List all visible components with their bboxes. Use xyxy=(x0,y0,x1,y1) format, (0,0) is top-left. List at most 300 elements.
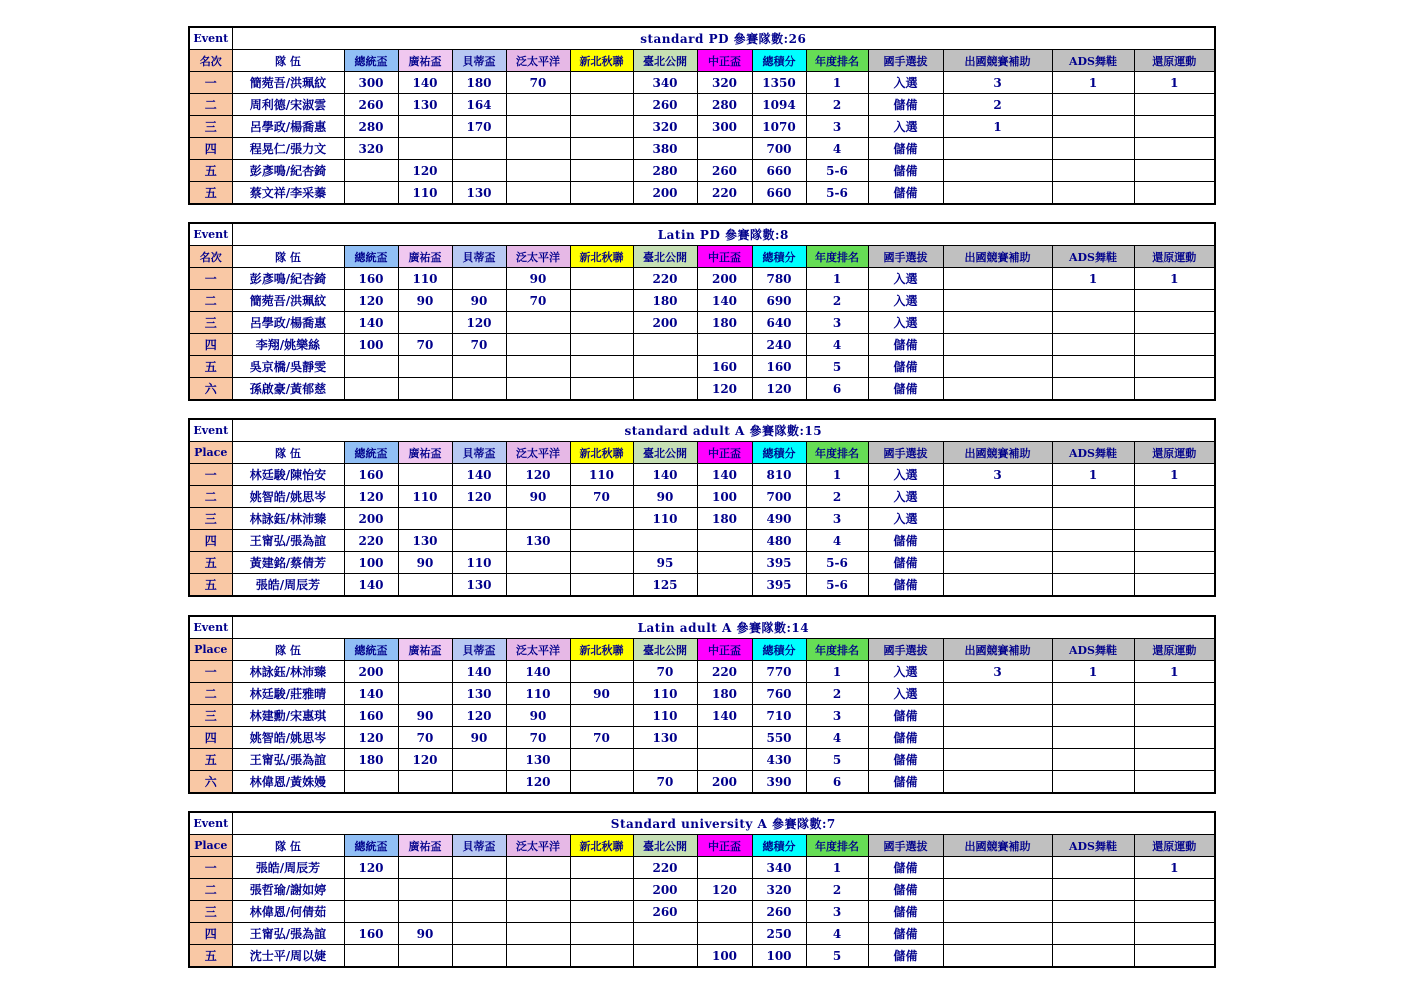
table-cell: 入選 xyxy=(868,464,943,486)
column-header: 隊 伍 xyxy=(232,639,344,661)
table-cell xyxy=(1134,138,1215,160)
place-cell: 一 xyxy=(189,857,232,879)
table-cell: 300 xyxy=(697,116,752,138)
table-cell: 164 xyxy=(452,94,506,116)
table-cell xyxy=(398,574,452,597)
table-cell: 3 xyxy=(943,72,1052,94)
table-cell: 儲備 xyxy=(868,530,943,552)
team-cell: 呂學政/楊喬惠 xyxy=(232,312,344,334)
column-header: 中正盃 xyxy=(697,835,752,857)
table-cell xyxy=(943,945,1052,968)
column-header: 廣祐盃 xyxy=(398,442,452,464)
table-cell: 320 xyxy=(633,116,697,138)
table-row xyxy=(189,945,1215,968)
table-cell: 6 xyxy=(806,378,868,401)
table-row xyxy=(189,160,1215,182)
table-row xyxy=(189,182,1215,205)
table-cell: 1 xyxy=(1052,268,1134,290)
table-cell xyxy=(633,356,697,378)
table-cell: 100 xyxy=(697,945,752,968)
table-cell: 180 xyxy=(697,683,752,705)
table-cell xyxy=(1134,378,1215,401)
place-cell: 五 xyxy=(189,945,232,968)
table-cell: 480 xyxy=(752,530,806,552)
table-cell: 入選 xyxy=(868,116,943,138)
table-cell: 入選 xyxy=(868,508,943,530)
table-cell xyxy=(570,312,633,334)
table-cell xyxy=(570,508,633,530)
table-cell xyxy=(1052,552,1134,574)
place-cell: 三 xyxy=(189,705,232,727)
table-cell xyxy=(506,857,570,879)
table-cell: 儲備 xyxy=(868,378,943,401)
table-cell xyxy=(452,879,506,901)
table-cell xyxy=(452,749,506,771)
table-cell xyxy=(1052,334,1134,356)
place-cell: 三 xyxy=(189,901,232,923)
team-cell: 周利德/宋淑雲 xyxy=(232,94,344,116)
table-cell xyxy=(1134,923,1215,945)
table-cell xyxy=(344,356,398,378)
column-header: 還原運動 xyxy=(1134,835,1215,857)
table-cell xyxy=(506,160,570,182)
table-cell xyxy=(1052,356,1134,378)
table-cell: 3 xyxy=(806,508,868,530)
table-cell: 140 xyxy=(697,464,752,486)
table-cell xyxy=(943,771,1052,794)
table-cell: 70 xyxy=(570,727,633,749)
table-cell xyxy=(506,138,570,160)
table-cell: 入選 xyxy=(868,72,943,94)
table-cell: 340 xyxy=(752,857,806,879)
table-cell xyxy=(398,945,452,968)
column-header: 年度排名 xyxy=(806,639,868,661)
table-cell: 儲備 xyxy=(868,574,943,597)
table-cell xyxy=(1052,138,1134,160)
table-row xyxy=(189,268,1215,290)
table-cell: 3 xyxy=(806,312,868,334)
table-cell: 3 xyxy=(806,116,868,138)
table-cell: 儲備 xyxy=(868,356,943,378)
table-cell: 280 xyxy=(344,116,398,138)
table-cell xyxy=(1134,945,1215,968)
table-cell: 1 xyxy=(806,464,868,486)
table-cell: 240 xyxy=(752,334,806,356)
table-cell xyxy=(1052,727,1134,749)
table-cell: 130 xyxy=(506,749,570,771)
column-header: 新北秋聯 xyxy=(570,442,633,464)
table-cell xyxy=(943,486,1052,508)
place-cell: 二 xyxy=(189,683,232,705)
table-cell: 儲備 xyxy=(868,945,943,968)
table-cell: 100 xyxy=(344,552,398,574)
column-header: 還原運動 xyxy=(1134,639,1215,661)
table-cell: 90 xyxy=(452,727,506,749)
table-cell xyxy=(452,378,506,401)
table-cell: 1070 xyxy=(752,116,806,138)
table-cell: 140 xyxy=(506,661,570,683)
table-cell: 140 xyxy=(398,72,452,94)
table-cell: 1 xyxy=(806,857,868,879)
table-cell xyxy=(344,945,398,968)
event-title-row xyxy=(189,223,1215,246)
table-cell: 160 xyxy=(344,268,398,290)
table-cell xyxy=(570,94,633,116)
event-label: Event xyxy=(189,223,232,246)
table-cell xyxy=(943,923,1052,945)
table-row xyxy=(189,334,1215,356)
table-cell xyxy=(506,94,570,116)
column-header: 隊 伍 xyxy=(232,442,344,464)
table-cell: 120 xyxy=(506,771,570,794)
table-cell: 入選 xyxy=(868,486,943,508)
event-title-row xyxy=(189,27,1215,50)
table-cell: 395 xyxy=(752,574,806,597)
table-cell: 儲備 xyxy=(868,923,943,945)
table-cell xyxy=(697,727,752,749)
table-cell xyxy=(1134,312,1215,334)
table-cell: 1 xyxy=(1134,857,1215,879)
table-cell: 3 xyxy=(806,901,868,923)
table-cell: 3 xyxy=(943,661,1052,683)
table-cell: 200 xyxy=(633,312,697,334)
table-cell xyxy=(943,727,1052,749)
table-cell: 780 xyxy=(752,268,806,290)
table-cell: 120 xyxy=(452,705,506,727)
table-cell: 6 xyxy=(806,771,868,794)
table-cell: 儲備 xyxy=(868,705,943,727)
table-cell: 130 xyxy=(506,530,570,552)
table-row xyxy=(189,771,1215,794)
table-cell: 140 xyxy=(697,290,752,312)
team-cell: 林偉恩/黃姝嫚 xyxy=(232,771,344,794)
table-cell: 660 xyxy=(752,182,806,205)
table-row xyxy=(189,378,1215,401)
table-cell xyxy=(506,574,570,597)
table-cell: 760 xyxy=(752,683,806,705)
table-cell: 100 xyxy=(752,945,806,968)
team-cell: 彭彥鳴/紀杏錡 xyxy=(232,268,344,290)
table-cell xyxy=(398,857,452,879)
table-row xyxy=(189,727,1215,749)
table-cell: 120 xyxy=(398,749,452,771)
table-cell: 5-6 xyxy=(806,160,868,182)
table-cell: 160 xyxy=(697,356,752,378)
table-cell xyxy=(1134,879,1215,901)
table-cell xyxy=(697,574,752,597)
table-cell xyxy=(570,160,633,182)
table-cell: 100 xyxy=(344,334,398,356)
table-cell: 200 xyxy=(344,508,398,530)
team-cell: 蔡文祥/李采蓁 xyxy=(232,182,344,205)
place-cell: 一 xyxy=(189,268,232,290)
table-cell: 90 xyxy=(506,705,570,727)
table-row xyxy=(189,464,1215,486)
column-header: 貝蒂盃 xyxy=(452,50,506,72)
table-cell: 90 xyxy=(398,290,452,312)
table-cell: 1 xyxy=(1134,268,1215,290)
table-cell: 5-6 xyxy=(806,574,868,597)
table-cell xyxy=(570,857,633,879)
table-cell xyxy=(570,661,633,683)
column-header: 貝蒂盃 xyxy=(452,639,506,661)
table-cell xyxy=(697,334,752,356)
table-cell: 90 xyxy=(398,705,452,727)
column-header: 年度排名 xyxy=(806,835,868,857)
column-header: 泛太平洋 xyxy=(506,835,570,857)
table-cell xyxy=(570,138,633,160)
ranking-table xyxy=(188,26,1216,205)
table-cell xyxy=(1134,160,1215,182)
place-cell: 五 xyxy=(189,160,232,182)
table-cell: 300 xyxy=(344,72,398,94)
column-header: ADS舞鞋 xyxy=(1052,442,1134,464)
column-header: 泛太平洋 xyxy=(506,442,570,464)
table-cell: 250 xyxy=(752,923,806,945)
team-cell: 張皓/周辰芳 xyxy=(232,857,344,879)
table-cell xyxy=(452,530,506,552)
event-title: Latin PD 參賽隊數:8 xyxy=(232,223,1215,246)
place-cell: 五 xyxy=(189,182,232,205)
table-cell: 170 xyxy=(452,116,506,138)
column-header: 隊 伍 xyxy=(232,246,344,268)
team-cell: 彭彥鳴/紀杏錡 xyxy=(232,160,344,182)
column-header: 廣祐盃 xyxy=(398,246,452,268)
table-cell: 4 xyxy=(806,334,868,356)
table-cell xyxy=(943,857,1052,879)
table-cell xyxy=(697,923,752,945)
table-cell: 入選 xyxy=(868,268,943,290)
column-header: 出國競賽補助 xyxy=(943,835,1052,857)
ranking-table-block xyxy=(188,615,1216,794)
table-row xyxy=(189,508,1215,530)
table-cell: 95 xyxy=(633,552,697,574)
table-cell xyxy=(452,138,506,160)
table-cell xyxy=(452,923,506,945)
team-cell: 張皓/周辰芳 xyxy=(232,574,344,597)
table-cell xyxy=(452,508,506,530)
table-cell: 儲備 xyxy=(868,857,943,879)
place-cell: 二 xyxy=(189,486,232,508)
table-cell: 810 xyxy=(752,464,806,486)
column-header: 臺北公開 xyxy=(633,639,697,661)
table-cell: 1 xyxy=(1134,72,1215,94)
column-header: 新北秋聯 xyxy=(570,639,633,661)
table-cell: 120 xyxy=(344,727,398,749)
table-cell: 儲備 xyxy=(868,749,943,771)
table-cell xyxy=(1134,901,1215,923)
table-cell xyxy=(398,771,452,794)
table-cell: 120 xyxy=(697,378,752,401)
table-cell xyxy=(344,879,398,901)
column-header: 國手選拔 xyxy=(868,835,943,857)
table-cell xyxy=(1134,749,1215,771)
place-cell: 五 xyxy=(189,749,232,771)
event-title-row xyxy=(189,616,1215,639)
column-header: 廣祐盃 xyxy=(398,50,452,72)
ranking-table-block xyxy=(188,26,1216,205)
event-label: Event xyxy=(189,27,232,50)
table-cell xyxy=(1052,749,1134,771)
place-header: 名次 xyxy=(189,246,232,268)
table-cell xyxy=(633,945,697,968)
table-cell xyxy=(570,290,633,312)
table-cell xyxy=(1052,857,1134,879)
column-header: 總統盃 xyxy=(344,835,398,857)
table-cell: 70 xyxy=(570,486,633,508)
table-row xyxy=(189,116,1215,138)
table-cell: 5 xyxy=(806,356,868,378)
table-cell xyxy=(1134,290,1215,312)
team-cell: 黃建銘/蔡倩芳 xyxy=(232,552,344,574)
table-row xyxy=(189,72,1215,94)
table-cell xyxy=(943,683,1052,705)
column-header: 總統盃 xyxy=(344,50,398,72)
table-cell: 640 xyxy=(752,312,806,334)
team-cell: 林詠鈺/林沛臻 xyxy=(232,661,344,683)
table-cell xyxy=(943,705,1052,727)
table-cell xyxy=(1134,552,1215,574)
table-cell xyxy=(1052,116,1134,138)
table-cell xyxy=(1052,901,1134,923)
ranking-table-block xyxy=(188,811,1216,968)
table-cell xyxy=(398,312,452,334)
column-header: 國手選拔 xyxy=(868,246,943,268)
table-cell: 260 xyxy=(344,94,398,116)
table-cell xyxy=(570,749,633,771)
column-header: 中正盃 xyxy=(697,50,752,72)
table-cell xyxy=(570,879,633,901)
table-cell: 4 xyxy=(806,530,868,552)
table-cell: 90 xyxy=(398,923,452,945)
table-cell: 130 xyxy=(452,574,506,597)
table-cell: 320 xyxy=(752,879,806,901)
table-cell xyxy=(570,923,633,945)
event-title: standard adult A 參賽隊數:15 xyxy=(232,419,1215,442)
table-cell xyxy=(943,749,1052,771)
event-title: standard PD 參賽隊數:26 xyxy=(232,27,1215,50)
place-cell: 五 xyxy=(189,356,232,378)
team-cell: 簡菀吾/洪珮紋 xyxy=(232,290,344,312)
column-header: 總統盃 xyxy=(344,246,398,268)
table-cell: 140 xyxy=(452,464,506,486)
table-cell xyxy=(943,552,1052,574)
table-cell: 90 xyxy=(633,486,697,508)
table-cell: 120 xyxy=(344,486,398,508)
table-cell: 2 xyxy=(806,94,868,116)
table-cell xyxy=(697,530,752,552)
table-cell xyxy=(1052,879,1134,901)
table-cell xyxy=(1052,486,1134,508)
table-cell: 280 xyxy=(697,94,752,116)
table-row xyxy=(189,901,1215,923)
table-cell: 220 xyxy=(633,857,697,879)
table-cell xyxy=(570,182,633,205)
table-cell xyxy=(1052,530,1134,552)
table-cell: 110 xyxy=(633,508,697,530)
table-cell xyxy=(452,771,506,794)
column-header: 隊 伍 xyxy=(232,50,344,72)
table-cell xyxy=(1052,94,1134,116)
table-cell: 140 xyxy=(452,661,506,683)
column-header: 出國競賽補助 xyxy=(943,246,1052,268)
table-cell xyxy=(570,771,633,794)
table-cell: 110 xyxy=(398,486,452,508)
table-cell xyxy=(344,901,398,923)
table-cell: 70 xyxy=(506,727,570,749)
table-cell xyxy=(943,160,1052,182)
table-cell: 140 xyxy=(697,705,752,727)
table-cell xyxy=(943,290,1052,312)
table-cell: 220 xyxy=(697,182,752,205)
team-cell: 沈士平/周以婕 xyxy=(232,945,344,968)
table-cell: 700 xyxy=(752,138,806,160)
table-row xyxy=(189,857,1215,879)
column-header: 總積分 xyxy=(752,442,806,464)
table-cell: 儲備 xyxy=(868,879,943,901)
column-header: 貝蒂盃 xyxy=(452,835,506,857)
ranking-table xyxy=(188,418,1216,597)
table-cell: 430 xyxy=(752,749,806,771)
table-cell: 入選 xyxy=(868,312,943,334)
table-cell: 220 xyxy=(344,530,398,552)
place-cell: 二 xyxy=(189,290,232,312)
table-cell xyxy=(1134,727,1215,749)
table-cell: 70 xyxy=(506,290,570,312)
table-cell: 690 xyxy=(752,290,806,312)
table-cell xyxy=(570,116,633,138)
table-cell: 入選 xyxy=(868,683,943,705)
table-cell xyxy=(1134,705,1215,727)
column-header: 臺北公開 xyxy=(633,246,697,268)
table-cell xyxy=(506,945,570,968)
table-cell xyxy=(943,901,1052,923)
table-cell: 70 xyxy=(633,771,697,794)
place-cell: 四 xyxy=(189,923,232,945)
column-header: 泛太平洋 xyxy=(506,246,570,268)
table-cell xyxy=(1134,574,1215,597)
team-cell: 姚智皓/姚思岑 xyxy=(232,727,344,749)
column-header: 中正盃 xyxy=(697,246,752,268)
place-cell: 三 xyxy=(189,116,232,138)
table-cell xyxy=(1052,312,1134,334)
table-cell: 1 xyxy=(943,116,1052,138)
place-cell: 二 xyxy=(189,94,232,116)
table-cell: 120 xyxy=(506,464,570,486)
team-cell: 林偉恩/何倩茹 xyxy=(232,901,344,923)
column-header: 還原運動 xyxy=(1134,50,1215,72)
place-cell: 四 xyxy=(189,138,232,160)
table-cell: 5 xyxy=(806,749,868,771)
table-cell: 180 xyxy=(452,72,506,94)
column-header: 泛太平洋 xyxy=(506,639,570,661)
table-cell xyxy=(1134,683,1215,705)
table-cell: 130 xyxy=(398,94,452,116)
table-cell: 70 xyxy=(633,661,697,683)
table-cell xyxy=(943,312,1052,334)
column-header: 國手選拔 xyxy=(868,639,943,661)
table-cell: 1 xyxy=(806,72,868,94)
table-cell xyxy=(398,378,452,401)
table-cell: 200 xyxy=(697,268,752,290)
table-cell: 1 xyxy=(1052,72,1134,94)
table-cell xyxy=(506,552,570,574)
table-cell: 130 xyxy=(633,727,697,749)
table-cell: 120 xyxy=(752,378,806,401)
table-cell: 770 xyxy=(752,661,806,683)
table-cell xyxy=(344,160,398,182)
column-header: 年度排名 xyxy=(806,50,868,72)
